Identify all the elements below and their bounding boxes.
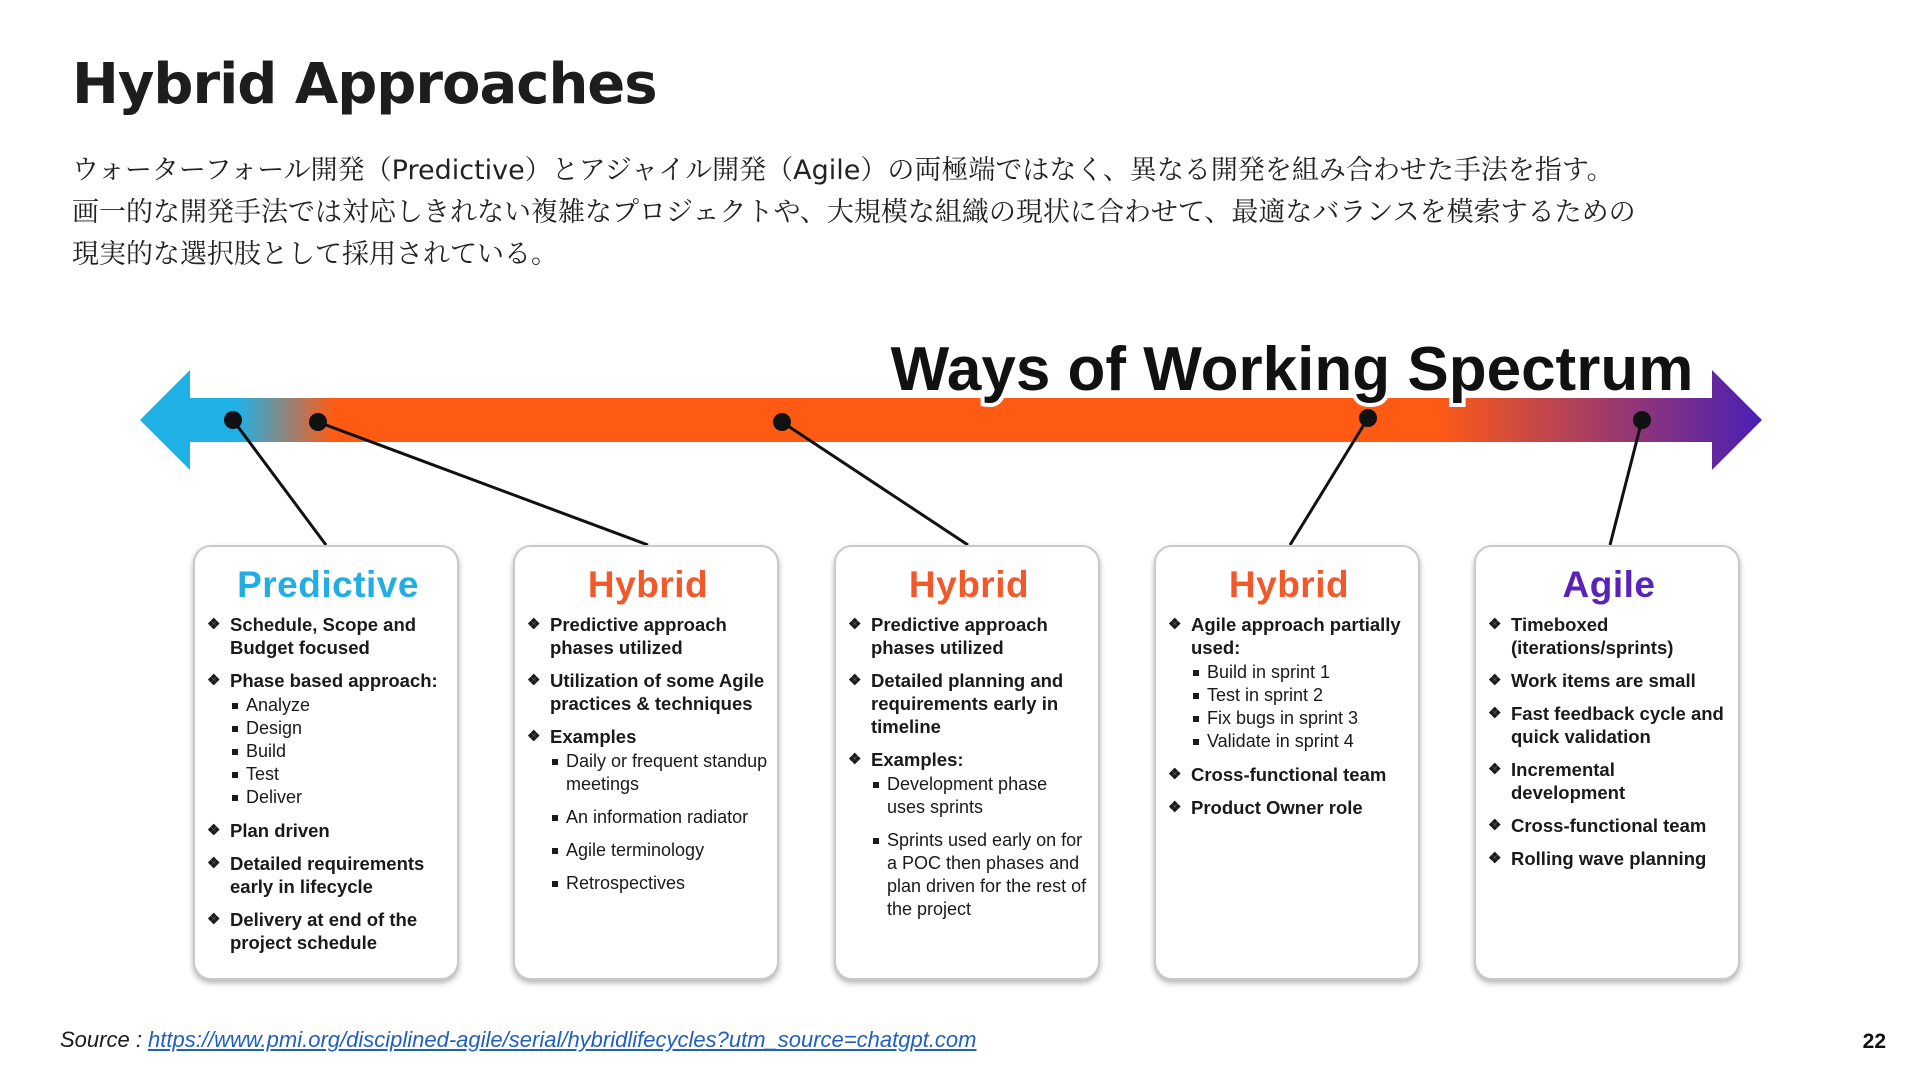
card-sub-list [871, 773, 1090, 921]
card-sub-item: Analyze [230, 694, 449, 717]
spectrum-title: Ways of Working Spectrum [890, 335, 1694, 404]
bullet-diamond-icon: ❖ [1488, 616, 1502, 633]
card-list-item [1488, 669, 1730, 692]
card-item-text: Examples [550, 726, 637, 747]
card-sub-item: Daily or frequent standup meetings [550, 750, 769, 796]
bullet-diamond-icon: ❖ [1488, 850, 1502, 867]
card-list-item [848, 669, 1090, 738]
spectrum-dot [224, 411, 242, 429]
card-list-item [848, 613, 1090, 659]
bullet-diamond-icon: ❖ [207, 855, 221, 872]
card-sub-item: Retrospectives [550, 872, 769, 895]
spectrum-dot [1633, 411, 1651, 429]
card-sub-item: Deliver [230, 786, 449, 809]
intro-line: 現実的な選択肢として採用されている。 [72, 239, 558, 270]
bullet-diamond-icon: ❖ [1488, 705, 1502, 722]
intro-line: 画一的な開発手法では対応しきれない複雑なプロジェクトや、大規模な組織の現状に合わせて、最適なバランスを模索するための [72, 197, 1636, 228]
card-list-item [207, 669, 449, 809]
card-list-item [1488, 814, 1730, 837]
card-list-item [207, 613, 449, 659]
card-sub-list [230, 694, 449, 809]
card-list-item [527, 725, 769, 895]
card-item-text: Schedule, Scope and Budget focused [230, 614, 417, 658]
card-item-text: Rolling wave planning [1511, 848, 1707, 869]
card-item-text: Agile approach partially used: [1191, 614, 1401, 658]
page-number: 22 [1862, 1030, 1886, 1053]
card-item-text: Work items are small [1511, 670, 1696, 691]
card-sub-item: Design [230, 717, 449, 740]
bullet-diamond-icon: ❖ [527, 672, 541, 689]
source-label: Source : [60, 1027, 149, 1052]
card-item-text: Plan driven [230, 820, 330, 841]
bullet-diamond-icon: ❖ [1488, 817, 1502, 834]
card-sub-list [1191, 661, 1410, 753]
card-list-item [848, 748, 1090, 921]
card-list [527, 613, 769, 895]
bullet-diamond-icon: ❖ [1168, 799, 1182, 816]
card-list-item [1488, 613, 1730, 659]
bullet-diamond-icon: ❖ [207, 616, 221, 633]
card-item-text: Incremental development [1511, 759, 1626, 803]
card-list-item [207, 852, 449, 898]
card-list-item [1488, 847, 1730, 870]
card-item-text: Detailed planning and requirements early in timeline [871, 670, 1064, 737]
card-title: Agile [1562, 564, 1656, 605]
card-list-item [207, 819, 449, 842]
card-sub-item: Sprints used early on for a POC then phases and plan driven for the rest of the project [871, 829, 1090, 921]
card-item-text: Examples: [871, 749, 964, 770]
card-list-item [1168, 796, 1410, 819]
card-list [1168, 613, 1410, 819]
card-list-item [527, 613, 769, 659]
card-item-text: Detailed requirements early in lifecycle [230, 853, 425, 897]
card-sub-item: Test in sprint 2 [1191, 684, 1410, 707]
source-footer [60, 1027, 976, 1053]
approach-card-agile [1474, 545, 1740, 980]
card-sub-item: Build [230, 740, 449, 763]
card-item-text: Product Owner role [1191, 797, 1363, 818]
card-sub-item: Validate in sprint 4 [1191, 730, 1410, 753]
card-title: Hybrid [587, 564, 709, 605]
card-title: Hybrid [1228, 564, 1350, 605]
card-item-text: Utilization of some Agile practices & techniques [550, 670, 765, 714]
intro-paragraph [72, 150, 1832, 276]
card-sub-item: An information radiator [550, 806, 769, 829]
card-item-text: Predictive approach phases utilized [550, 614, 727, 658]
source-link[interactable]: https://www.pmi.org/disciplined-agile/serial/hybridlifecycles?utm_source=chatgpt.com [148, 1027, 977, 1052]
card-item-text: Fast feedback cycle and quick validation [1511, 703, 1724, 747]
bullet-diamond-icon: ❖ [207, 672, 221, 689]
card-list-item [1488, 702, 1730, 748]
card-item-text: Cross-functional team [1191, 764, 1387, 785]
card-list [207, 613, 449, 954]
card-list-item [1488, 758, 1730, 804]
card-title: Predictive [237, 564, 419, 605]
bullet-diamond-icon: ❖ [1488, 761, 1502, 778]
bullet-diamond-icon: ❖ [1488, 672, 1502, 689]
spectrum-dot [309, 413, 327, 431]
card-list [848, 613, 1090, 921]
card-item-text: Predictive approach phases utilized [871, 614, 1048, 658]
slide-title: Hybrid Approaches [72, 52, 657, 117]
bullet-diamond-icon: ❖ [1168, 616, 1182, 633]
approach-card-hybrid [513, 545, 779, 980]
card-sub-item: Fix bugs in sprint 3 [1191, 707, 1410, 730]
card-item-text: Delivery at end of the project schedule [230, 909, 418, 953]
bullet-diamond-icon: ❖ [1168, 766, 1182, 783]
intro-line: ウォーターフォール開発（Predictive）とアジャイル開発（Agile）の両極端ではなく、異なる開発を組み合わせた手法を指す。 [72, 155, 1614, 186]
spectrum-dot [1359, 409, 1377, 427]
card-list [1488, 613, 1730, 870]
spectrum-dot [773, 413, 791, 431]
card-item-text: Phase based approach: [230, 670, 438, 691]
card-sub-item: Agile terminology [550, 839, 769, 862]
card-item-text: Timeboxed (iterations/sprints) [1511, 614, 1674, 658]
spectrum-diagram [0, 320, 1920, 560]
approach-card-predictive [193, 545, 459, 980]
approach-card-hybrid [1154, 545, 1420, 980]
card-list-item [207, 908, 449, 954]
bullet-diamond-icon: ❖ [848, 751, 862, 768]
card-sub-item: Test [230, 763, 449, 786]
approach-card-hybrid [834, 545, 1100, 980]
card-sub-item: Build in sprint 1 [1191, 661, 1410, 684]
card-list-item [1168, 613, 1410, 753]
bullet-diamond-icon: ❖ [207, 911, 221, 928]
card-sub-list [550, 750, 769, 895]
bullet-diamond-icon: ❖ [848, 672, 862, 689]
card-sub-item: Development phase uses sprints [871, 773, 1090, 819]
card-list-item [1168, 763, 1410, 786]
card-list-item [527, 669, 769, 715]
bullet-diamond-icon: ❖ [527, 728, 541, 745]
card-title: Hybrid [908, 564, 1030, 605]
card-item-text: Cross-functional team [1511, 815, 1707, 836]
bullet-diamond-icon: ❖ [848, 616, 862, 633]
bullet-diamond-icon: ❖ [207, 822, 221, 839]
bullet-diamond-icon: ❖ [527, 616, 541, 633]
